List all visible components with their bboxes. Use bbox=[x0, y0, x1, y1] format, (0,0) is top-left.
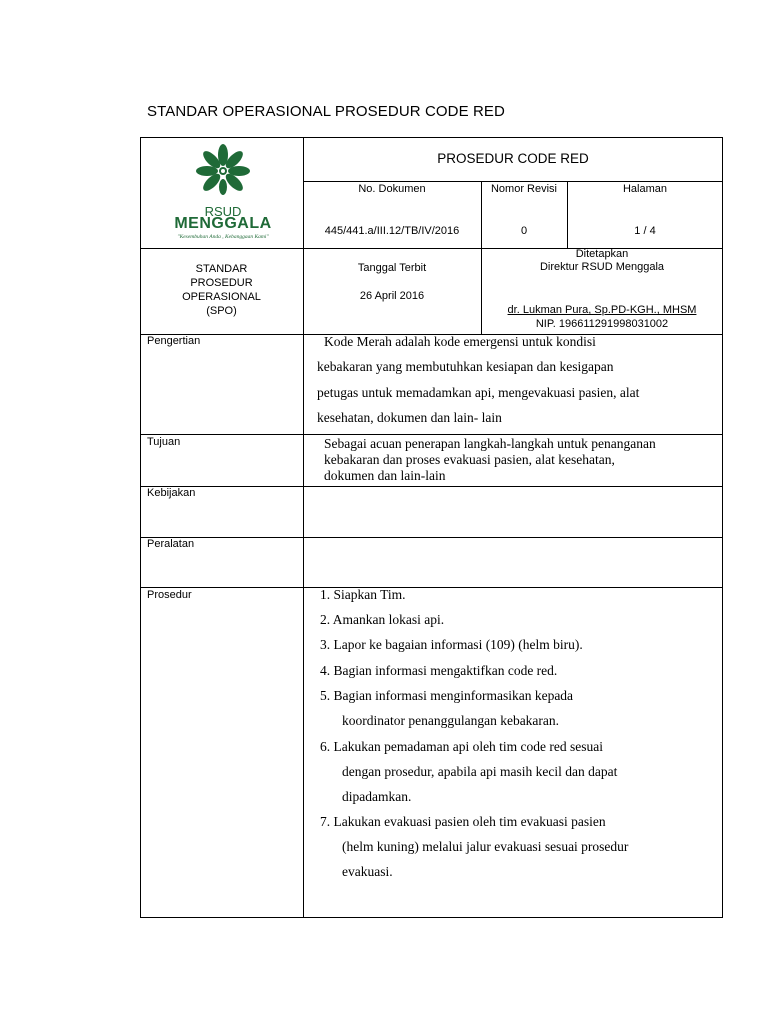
doc-number-label: No. Dokumen bbox=[358, 183, 426, 195]
logo-line1: RSUD bbox=[204, 204, 242, 219]
spo-label-line2: PROSEDUR bbox=[190, 277, 253, 289]
logo-tagline: "Kesembuhan Anda , Kebanggaan Kami" bbox=[177, 234, 269, 240]
prosedur-step-cont: evakuasi. bbox=[342, 864, 393, 879]
prosedur-step: 5. Bagian informasi menginformasikan kepada bbox=[320, 688, 574, 703]
prosedur-step: 2. Amankan lokasi api. bbox=[320, 612, 445, 627]
table-divider bbox=[140, 486, 723, 487]
issue-date-value: 26 April 2016 bbox=[359, 290, 425, 302]
page-label: Halaman bbox=[622, 183, 668, 195]
spo-label-line4: (SPO) bbox=[206, 305, 237, 317]
page-value: 1 / 4 bbox=[634, 225, 656, 237]
pengertian-label: Pengertian bbox=[147, 335, 201, 347]
document-title: STANDAR OPERASIONAL PROSEDUR CODE RED bbox=[147, 103, 505, 120]
revision-label: Nomor Revisi bbox=[490, 183, 557, 195]
revision-value: 0 bbox=[520, 225, 528, 237]
tujuan-line: kebakaran dan proses evakuasi pasien, alat kesehatan, bbox=[324, 452, 615, 467]
tujuan-line: dokumen dan lain-lain bbox=[324, 468, 446, 483]
leaf-emblem-icon bbox=[186, 143, 260, 199]
signatory-nip: NIP. 196611291998031002 bbox=[535, 318, 669, 330]
tujuan-line: Sebagai acuan penerapan langkah-langkah untuk penanganan bbox=[324, 436, 656, 451]
prosedur-step: 1. Siapkan Tim. bbox=[320, 587, 406, 602]
prosedur-step-cont: dengan prosedur, apabila api masih kecil dan dapat bbox=[342, 764, 618, 779]
pengertian-line: Kode Merah adalah kode emergensi untuk kondisi bbox=[324, 334, 596, 349]
spo-label-line3: OPERASIONAL bbox=[182, 291, 261, 303]
issue-date-label: Tanggal Terbit bbox=[357, 262, 427, 274]
prosedur-step: 7. Lakukan evakuasi pasien oleh tim evakuasi pasien bbox=[320, 814, 606, 829]
approved-line2: Direktur RSUD Menggala bbox=[539, 261, 665, 273]
pengertian-line: petugas untuk memadamkan api, mengevakuasi pasien, alat bbox=[317, 385, 640, 400]
prosedur-label: Prosedur bbox=[147, 589, 192, 601]
procedure-title: PROSEDUR CODE RED bbox=[437, 151, 589, 166]
pengertian-line: kesehatan, dokumen dan lain- lain bbox=[317, 410, 502, 425]
spo-label-line1: STANDAR bbox=[195, 263, 248, 275]
approved-line1: Ditetapkan bbox=[575, 248, 629, 260]
signatory-name: dr. Lukman Pura, Sp.PD-KGH., MHSM bbox=[507, 304, 697, 316]
prosedur-step: 4. Bagian informasi mengaktifkan code red. bbox=[320, 663, 558, 678]
table-divider bbox=[303, 181, 723, 182]
prosedur-step-cont: (helm kuning) melalui jalur evakuasi sesuai prosedur bbox=[342, 839, 629, 854]
tujuan-label: Tujuan bbox=[147, 436, 181, 448]
prosedur-step: 6. Lakukan pemadaman api oleh tim code red sesuai bbox=[320, 739, 604, 754]
kebijakan-label: Kebijakan bbox=[147, 487, 196, 499]
table-divider bbox=[140, 587, 723, 588]
peralatan-label: Peralatan bbox=[147, 538, 195, 550]
prosedur-step: 3. Lapor ke bagaian informasi (109) (helm biru). bbox=[320, 637, 583, 652]
pengertian-line: kebakaran yang membutuhkan kesiapan dan kesigapan bbox=[317, 359, 614, 374]
table-divider bbox=[140, 434, 723, 435]
table-divider bbox=[303, 137, 304, 918]
prosedur-step-cont: dipadamkan. bbox=[342, 789, 412, 804]
doc-number-value: 445/441.a/III.12/TB/IV/2016 bbox=[324, 225, 460, 237]
prosedur-step-cont: koordinator penanggulangan kebakaran. bbox=[342, 713, 560, 728]
logo-line2: MENGGALA bbox=[174, 215, 272, 232]
table-divider bbox=[140, 537, 723, 538]
